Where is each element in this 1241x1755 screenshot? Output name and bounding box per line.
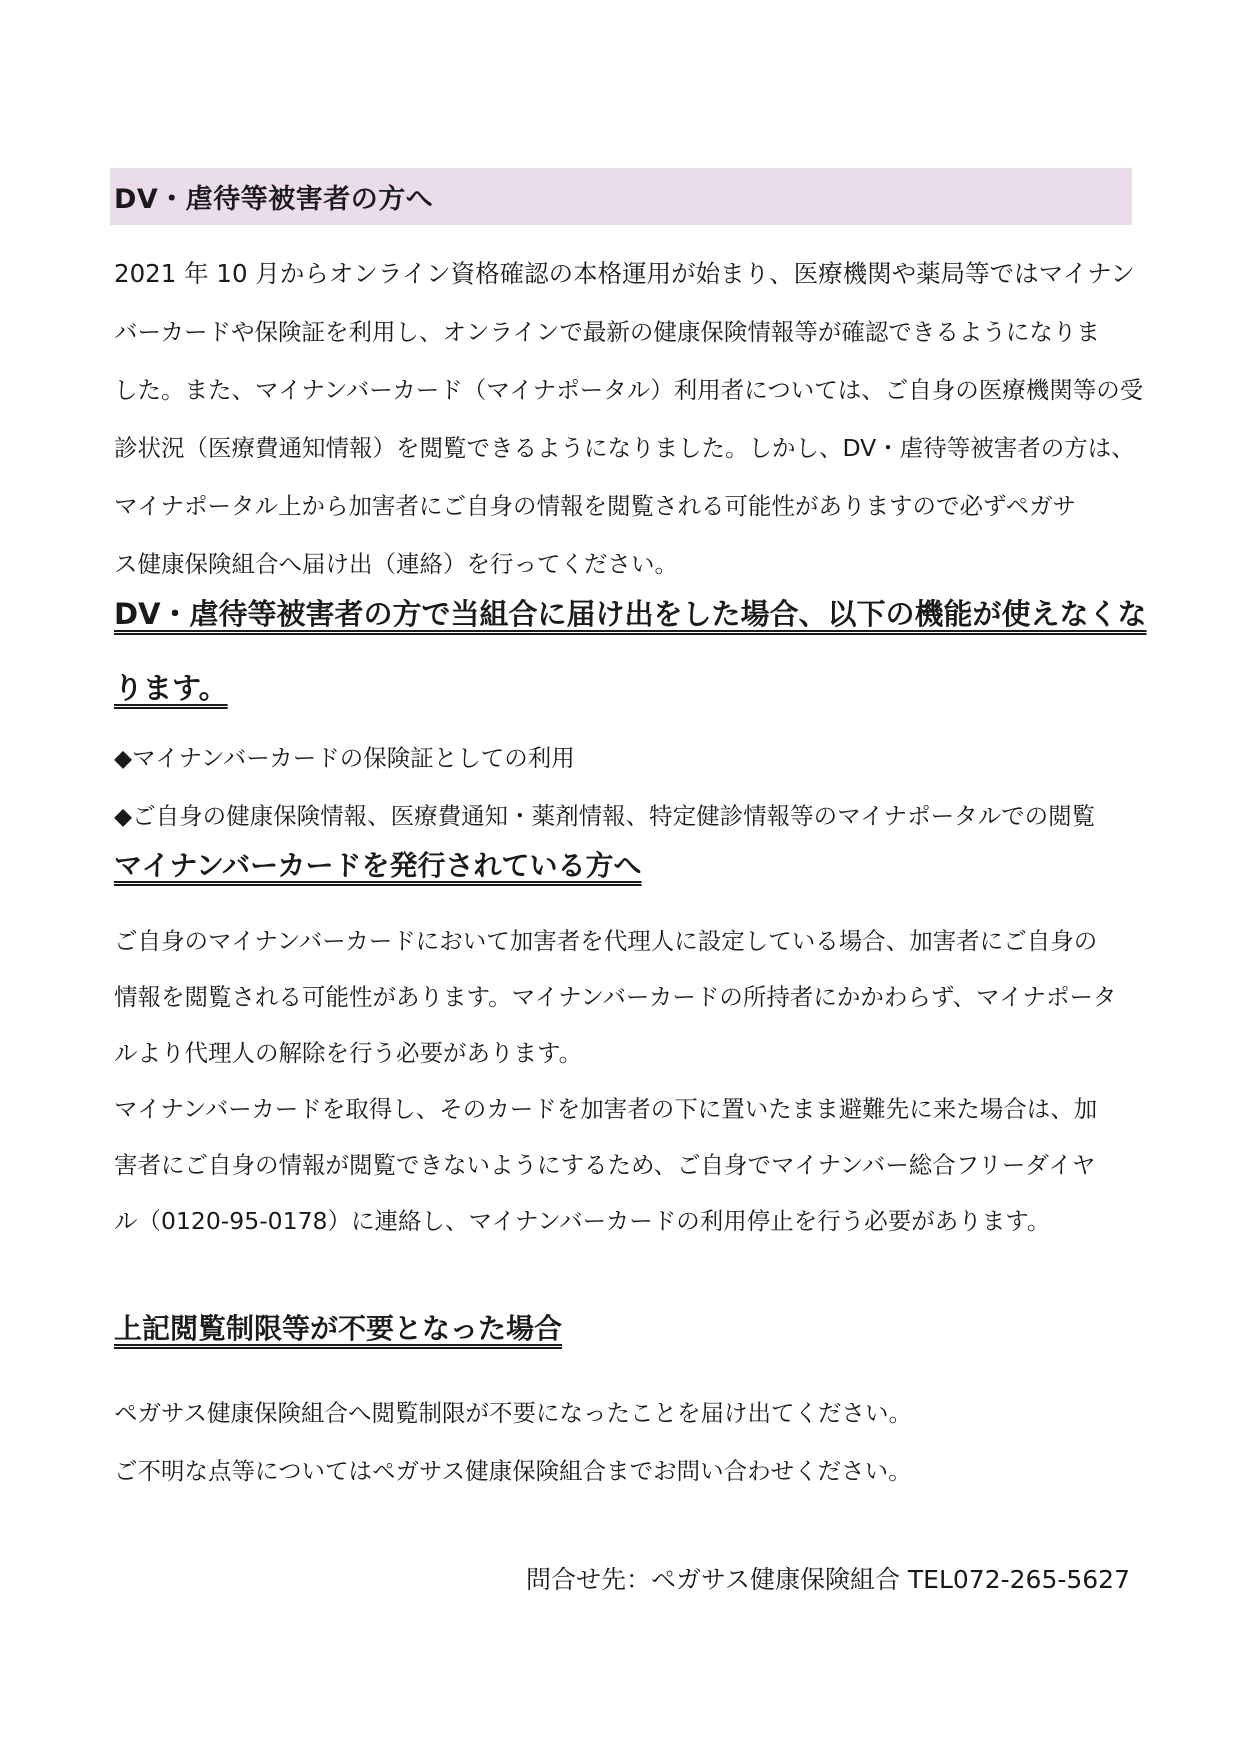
card-section-heading: マイナンバーカードを発行されている方へ <box>114 849 642 882</box>
list-item: ◆マイナンバーカードの保険証としての利用 <box>114 744 575 772</box>
card-line: ご自身のマイナンバーカードにおいて加害者を代理人に設定している場合、加害者にご自身の <box>114 927 1098 955</box>
card-line: ルより代理人の解除を行う必要があります。 <box>114 1039 583 1067</box>
unneeded-line: ご不明な点等についてはペガサス健康保険組合までお問い合わせください。 <box>114 1457 912 1485</box>
intro-paragraph <box>114 245 1144 593</box>
intro-line: ス健康保険組合へ届け出（連絡）を行ってください。 <box>114 550 678 578</box>
intro-line: 診状況（医療費通知情報）を閲覧できるようになりました。しかし、DV・虐待等被害者の方は、 <box>114 434 1135 462</box>
intro-line: した。また、マイナンバーカード（マイナポータル）利用者については、ご自身の医療機関等の受 <box>114 376 1144 404</box>
page-title: DV・虐待等被害者の方へ <box>114 184 434 215</box>
unneeded-section-heading: 上記閲覧制限等が不要となった場合 <box>114 1312 563 1345</box>
card-line: 害者にご自身の情報が閲覧できないようにするため、ご自身でマイナンバー総合フリーダイヤ <box>114 1151 1096 1179</box>
contact-info: 問合せ先：ペガサス健康保険組合 TEL072-265-5627 <box>525 1565 1130 1594</box>
intro-line: バーカードや保険証を利用し、オンラインで最新の健康保険情報等が確認できるようになりま <box>114 318 1100 346</box>
warning-heading <box>114 577 1147 725</box>
title-banner <box>110 168 1132 225</box>
list-item: ◆ご自身の健康保険情報、医療費通知・薬剤情報、特定健診情報等のマイナポータルでの閲覧 <box>114 802 1096 830</box>
card-section-paragraph <box>114 913 1134 1249</box>
intro-line: 2021 年 10 月からオンライン資格確認の本格運用が始まり、医療機関や薬局等ではマイナン <box>114 259 1135 288</box>
disabled-features-list <box>114 729 1095 845</box>
warning-heading-line: ります。 <box>114 671 228 705</box>
card-line: マイナンバーカードを取得し、そのカードを加害者の下に置いたまま避難先に来た場合は、加 <box>114 1095 1098 1123</box>
warning-heading-line: DV・虐待等被害者の方で当組合に届け出をした場合、以下の機能が使えなくな <box>114 597 1147 631</box>
unneeded-line: ペガサス健康保険組合へ閲覧制限が不要になったことを届け出てください。 <box>114 1399 913 1427</box>
unneeded-section-paragraph <box>114 1384 1134 1500</box>
card-line: 情報を閲覧される可能性があります。マイナンバーカードの所持者にかかわらず、マイナポータ <box>114 983 1117 1011</box>
intro-line: マイナポータル上から加害者にご自身の情報を閲覧される可能性がありますので必ずペガサ <box>114 492 1077 520</box>
card-line: ル（0120-95-0178）に連絡し、マイナンバーカードの利用停止を行う必要があります。 <box>114 1207 1051 1235</box>
